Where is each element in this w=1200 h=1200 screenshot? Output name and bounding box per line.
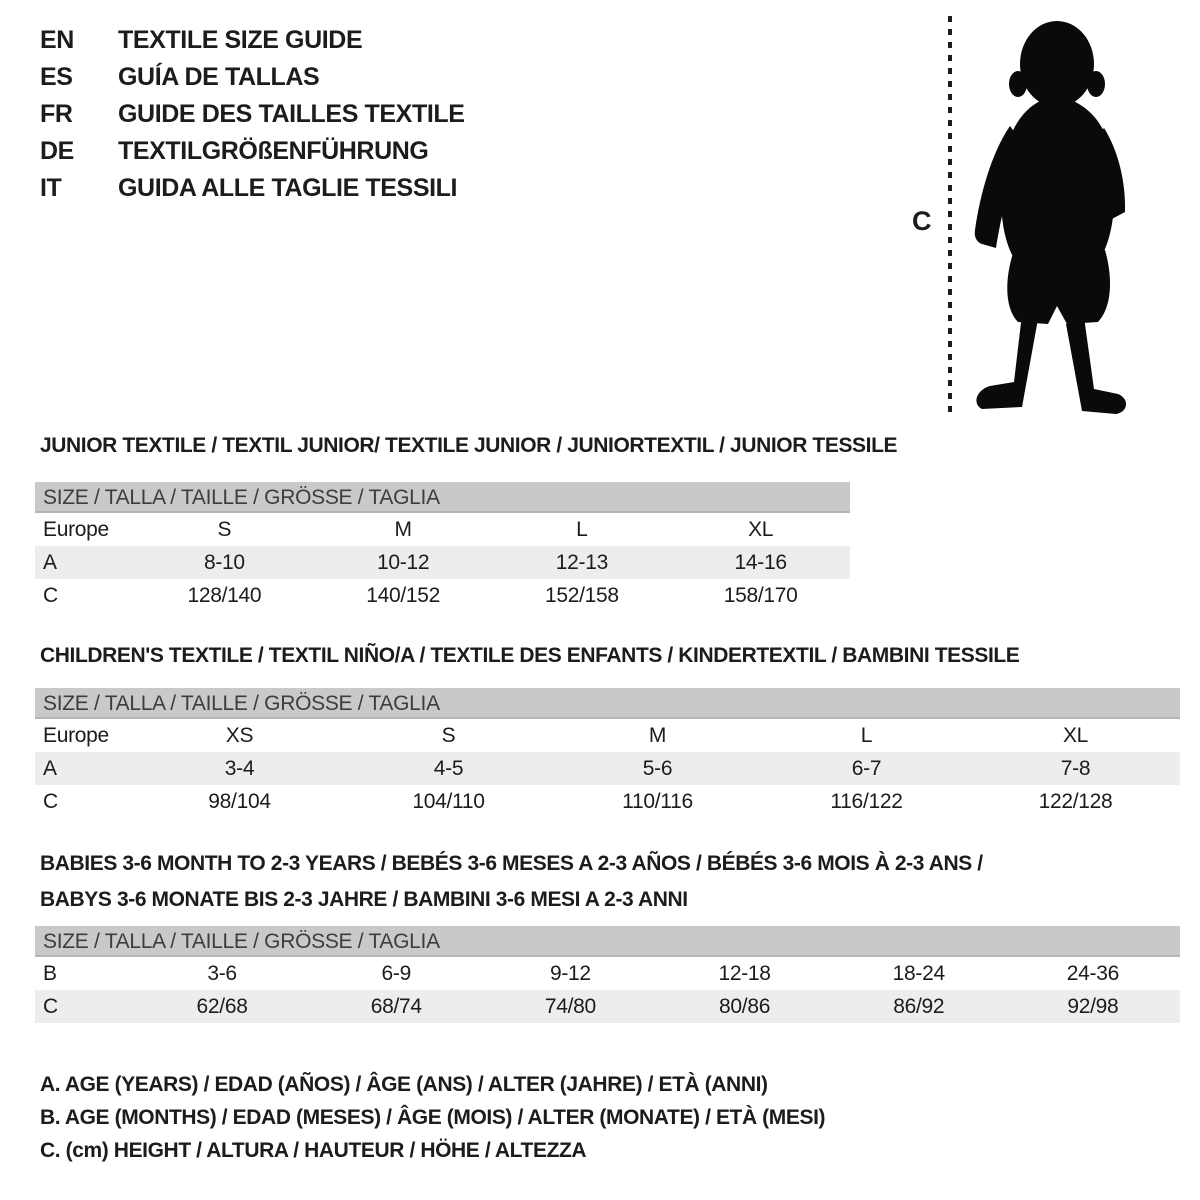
size-cell: 3-6 [207, 962, 237, 985]
table-row [35, 785, 1180, 818]
size-cell: 92/98 [1067, 995, 1119, 1018]
size-cell: 8-10 [203, 551, 245, 574]
language-title: TEXTILE SIZE GUIDE [118, 26, 363, 54]
legend-block [40, 1068, 825, 1167]
row-label: A [43, 551, 57, 574]
table-header: SIZE / TALLA / TAILLE / GRÖSSE / TAGLIA [35, 482, 850, 513]
size-cell: L [860, 724, 873, 747]
language-code: IT [40, 174, 62, 202]
language-code: EN [40, 26, 74, 54]
size-cell: XS [225, 724, 254, 747]
size-cell: 6-9 [381, 962, 411, 985]
heading-text: JUNIOR TEXTILE / TEXTIL JUNIOR/ TEXTILE JUNIOR / JUNIORTEXTIL / JUNIOR TESSILE [40, 434, 898, 457]
size-cell: 98/104 [208, 790, 271, 813]
size-cell: XL [1062, 724, 1089, 747]
language-row [40, 22, 465, 59]
size-cell: 24-36 [1066, 962, 1120, 985]
language-code: ES [40, 63, 73, 91]
table-row [35, 990, 1180, 1023]
size-cell: 116/122 [830, 790, 903, 813]
size-cell: XL [748, 518, 774, 541]
heading-text-line1: BABIES 3-6 MONTH TO 2-3 YEARS / BEBÉS 3-6 MESES A 2-3 AÑOS / BÉBÉS 3-6 MOIS À 2-3 ANS / [40, 852, 983, 875]
language-title: GUÍA DE TALLAS [118, 63, 320, 91]
table-row [35, 513, 850, 546]
babies-size-table [35, 926, 1180, 1023]
size-cell: 5-6 [642, 757, 673, 780]
size-cell: 18-24 [892, 962, 945, 985]
table-row [35, 957, 1180, 990]
row-label: B [43, 962, 57, 985]
heading-text-line2: BABYS 3-6 MONATE BIS 2-3 JAHRE / BAMBINI 3-6 MESI A 2-3 ANNI [40, 888, 688, 911]
size-cell: 110/116 [622, 790, 693, 813]
size-cell: 7-8 [1060, 757, 1091, 780]
section-heading-children [40, 644, 1019, 668]
language-row [40, 133, 465, 170]
size-cell: 80/86 [719, 995, 771, 1018]
language-row [40, 170, 465, 207]
row-label: A [43, 757, 57, 780]
size-cell: 128/140 [187, 584, 262, 607]
size-cell: 3-4 [224, 757, 255, 780]
size-cell: S [441, 724, 456, 747]
size-cell: 12-18 [718, 962, 771, 985]
row-label: Europe [43, 724, 109, 747]
language-title-block [40, 22, 465, 207]
height-measure-label: C [912, 206, 932, 236]
size-cell: 62/68 [196, 995, 248, 1018]
size-cell: 68/74 [370, 995, 422, 1018]
size-cell: 152/158 [544, 584, 619, 607]
row-label: Europe [43, 518, 109, 541]
size-cell: 122/128 [1038, 790, 1113, 813]
row-label: C [43, 995, 58, 1018]
heading-text: CHILDREN'S TEXTILE / TEXTIL NIÑO/A / TEXTILE DES ENFANTS / KINDERTEXTIL / BAMBINI TESSILE [40, 644, 1020, 667]
language-title: GUIDE DES TAILLES TEXTILE [118, 100, 465, 128]
row-label: C [43, 584, 58, 607]
section-heading-junior [40, 434, 897, 458]
size-cell: 104/110 [412, 790, 485, 813]
size-cell: L [576, 518, 588, 541]
size-cell: S [217, 518, 232, 541]
size-cell: 10-12 [377, 551, 430, 574]
legend-line: B. AGE (MONTHS) / EDAD (MESES) / ÂGE (MOIS) / ALTER (MONATE) / ETÀ (MESI) [40, 1106, 826, 1129]
language-title: TEXTILGRÖßENFÜHRUNG [118, 137, 429, 165]
table-header: SIZE / TALLA / TAILLE / GRÖSSE / TAGLIA [35, 926, 1180, 957]
size-cell: M [394, 518, 412, 541]
legend-line: A. AGE (YEARS) / EDAD (AÑOS) / ÂGE (ANS) / ALTER (JAHRE) / ETÀ (ANNI) [40, 1073, 768, 1096]
table-header: SIZE / TALLA / TAILLE / GRÖSSE / TAGLIA [35, 688, 1180, 719]
size-cell: M [648, 724, 667, 747]
size-cell: 6-7 [851, 757, 882, 780]
language-code: FR [40, 100, 73, 128]
size-cell: 14-16 [734, 551, 787, 574]
children-size-table [35, 688, 1180, 818]
table-row [35, 579, 850, 612]
row-label: C [43, 790, 58, 813]
section-heading-babies [40, 846, 983, 918]
language-row [40, 96, 465, 133]
size-cell: 140/152 [366, 584, 441, 607]
size-cell: 86/92 [893, 995, 945, 1018]
size-cell: 74/80 [544, 995, 596, 1018]
language-row [40, 59, 465, 96]
size-cell: 4-5 [433, 757, 464, 780]
size-cell: 9-12 [549, 962, 591, 985]
junior-size-table [35, 482, 850, 612]
table-row [35, 719, 1180, 752]
language-title: GUIDA ALLE TAGLIE TESSILI [118, 174, 458, 202]
table-row [35, 752, 1180, 785]
table-row [35, 546, 850, 579]
language-code: DE [40, 137, 74, 165]
legend-line: C. (cm) HEIGHT / ALTURA / HAUTEUR / HÖHE / ALTEZZA [40, 1139, 587, 1162]
size-cell: 158/170 [723, 584, 798, 607]
size-cell: 12-13 [555, 551, 608, 574]
baby-silhouette [962, 14, 1142, 424]
height-dashed-line [948, 16, 952, 418]
